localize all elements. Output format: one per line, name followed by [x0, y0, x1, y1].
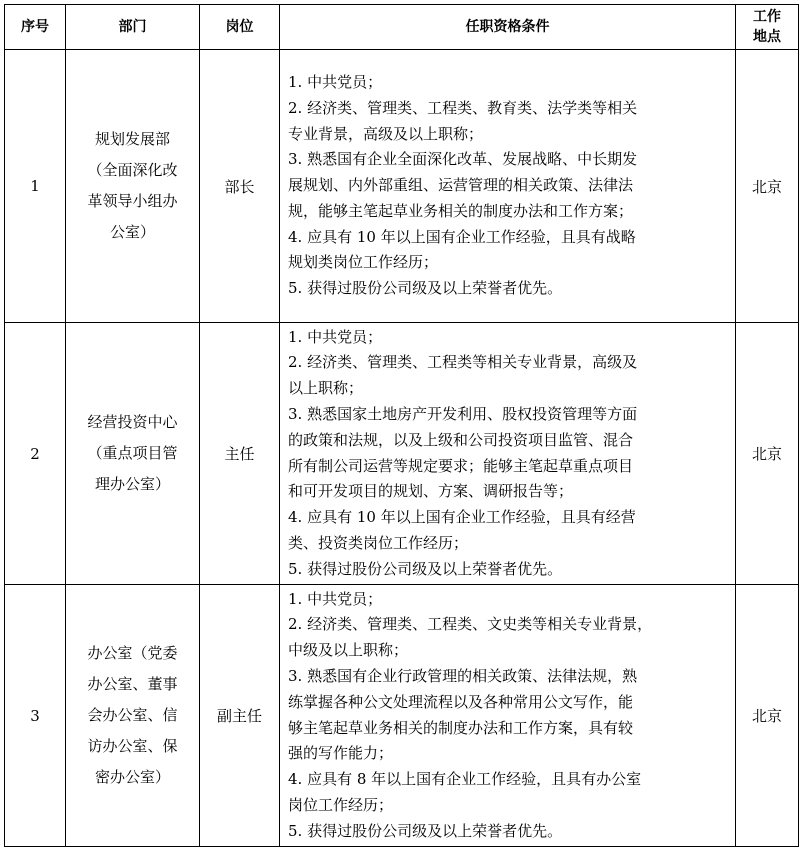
header-req: 任职资格条件	[280, 5, 736, 50]
row-post: 主任	[200, 323, 280, 585]
req-line: 类、投资类岗位工作经历；	[288, 533, 469, 552]
req-line: 的政策和法规，以及上级和公司投资项目监管、混合	[288, 430, 634, 449]
req-line: 4. 应具有 8 年以上国有企业工作经验，且具有办公室	[288, 770, 642, 789]
row-dept	[66, 323, 200, 585]
dept-line: 密办公室）	[94, 768, 170, 786]
row-dept	[66, 50, 200, 323]
table-row	[5, 323, 799, 585]
req-line: 4. 应具有 10 年以上国有企业工作经验，且具有战略	[288, 227, 636, 246]
dept-line: 会办公室、信	[87, 706, 178, 724]
row-post: 部长	[200, 50, 280, 323]
req-line: 和可开发项目的规划、方案、调研报告等；	[288, 482, 574, 501]
row-location: 北京	[736, 323, 799, 585]
req-line: 岗位工作经历；	[288, 795, 394, 814]
dept-line: 办公室（党委	[87, 644, 178, 662]
dept-line: 理办公室）	[94, 475, 170, 493]
req-line: 强的写作能力；	[288, 744, 394, 763]
row-requirements	[280, 585, 736, 847]
row-dept	[66, 585, 200, 847]
req-line: 练掌握各种公文处理流程以及各种常用公文写作，能	[288, 692, 634, 711]
req-line: 展规划、内外部重组、运营管理的相关政策、法律法	[288, 176, 634, 195]
req-line: 1. 中共党员；	[288, 72, 383, 91]
dept-line: 革领导小组办	[87, 192, 178, 210]
header-dept: 部门	[66, 5, 200, 50]
dept-line: 公室）	[109, 223, 155, 241]
dept-line: 访办公室、保	[87, 737, 178, 755]
req-line: 1. 中共党员；	[288, 589, 383, 608]
req-line: 2. 经济类、管理类、工程类等相关专业背景，高级及	[288, 353, 638, 372]
dept-line: 办公室、董事	[87, 675, 178, 693]
req-line: 5. 获得过股份公司级及以上荣誉者优先。	[288, 279, 563, 298]
req-line: 1. 中共党员；	[288, 327, 383, 346]
req-line: 3. 熟悉国有企业全面深化改革、发展战略、中长期发	[288, 150, 638, 169]
row-requirements	[280, 323, 736, 585]
table-row	[5, 50, 799, 323]
row-post: 副主任	[200, 585, 280, 847]
dept-line: （重点项目管	[87, 444, 178, 462]
req-line: 5. 获得过股份公司级及以上荣誉者优先。	[288, 559, 563, 578]
dept-line: 经营投资中心	[87, 413, 178, 431]
header-post: 岗位	[200, 5, 280, 50]
dept-line: （全面深化改	[87, 161, 178, 179]
header-location-line1: 工作	[753, 9, 781, 25]
job-requirements-table	[4, 4, 799, 847]
header-location	[736, 5, 799, 50]
row-seq: 1	[5, 50, 66, 323]
req-line: 够主笔起草业务相关的制度办法和工作方案，具有较	[288, 718, 634, 737]
req-line: 4. 应具有 10 年以上国有企业工作经验，且具有经营	[288, 508, 636, 527]
req-line: 规，能够主笔起草业务相关的制度办法和工作方案；	[288, 201, 634, 220]
header-location-line2: 地点	[753, 29, 781, 45]
req-line: 3. 熟悉国家土地房产开发利用、股权投资管理等方面	[288, 404, 638, 423]
row-seq: 2	[5, 323, 66, 585]
req-line: 中级及以上职称；	[288, 641, 409, 660]
row-seq: 3	[5, 585, 66, 847]
header-seq: 序号	[5, 5, 66, 50]
req-line: 5. 获得过股份公司级及以上荣誉者优先。	[288, 821, 563, 840]
req-line: 规划类岗位工作经历；	[288, 253, 439, 272]
req-line: 3. 熟悉国有企业行政管理的相关政策、法律法规，熟	[288, 666, 638, 685]
row-requirements	[280, 50, 736, 323]
dept-line: 规划发展部	[94, 130, 170, 148]
req-line: 所有制公司运营等规定要求；能够主笔起草重点项目	[288, 456, 634, 475]
header-row	[5, 5, 799, 50]
req-line: 2. 经济类、管理类、工程类、文史类等相关专业背景，	[288, 615, 653, 634]
row-location: 北京	[736, 585, 799, 847]
row-location: 北京	[736, 50, 799, 323]
req-line: 2. 经济类、管理类、工程类、教育类、法学类等相关	[288, 98, 638, 117]
req-line: 以上职称；	[288, 379, 364, 398]
table-row	[5, 585, 799, 847]
req-line: 专业背景，高级及以上职称；	[288, 124, 484, 143]
